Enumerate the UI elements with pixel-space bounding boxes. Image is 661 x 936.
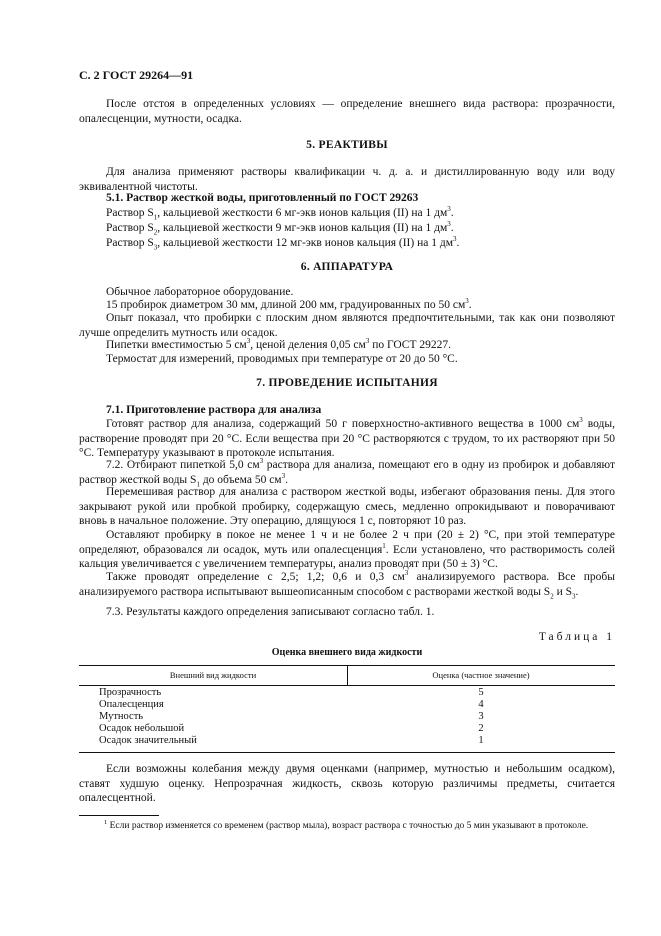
- section-7-paragraph-3: Перемешивая раствор для анализа с раствором жесткой воды, избегают образования пены. Для этого закрывают рукой или пробкой пробирку, содержащую смесь, медленно опрокидывают и поворачивают вновь в начальное положение. Эту операцию, длящуюся 1 с, повторяют 10 раз.: [79, 486, 615, 528]
- equipment-line-1: Обычное лабораторное оборудование.: [106, 286, 294, 298]
- table-row-label: Осадок значительный: [99, 735, 197, 746]
- table-row-label: Прозрачность: [99, 687, 162, 698]
- section-5-title: 5. РЕАКТИВЫ: [306, 139, 388, 151]
- table-bottom-rule: [79, 752, 615, 753]
- footnote-rule: [79, 815, 159, 816]
- table-header-appearance: Внешний вид жидкости: [169, 670, 257, 680]
- closing-paragraph: Если возможны колебания между двумя оценками (например, мутностью и небольшим осадком), ставят худшую оценку. Непрозрачная жидкость, сквозь которую различимы предметы, считается опалесцентной.: [79, 763, 615, 805]
- table-row-label: Мутность: [99, 711, 144, 722]
- section-7-paragraph-5: Также проводят определение с 2,5; 1,2; 0,6 и 0,3 $см^3$ анализируемого раствора. Все пробы анализируемого раствора испытывают вышеописанным способом с растворами жесткой воды $S_2$ и $S_3$.: [79, 569, 615, 600]
- equipment-line-5: Термостат для измерений, проводимых при температуре от 20 до 50 °С.: [106, 353, 458, 365]
- section-5-text: Для анализа применяют растворы квалификации ч. д. а. и дистиллированную воду или воду эквивалентной чистоты.: [79, 166, 615, 193]
- table-header-rule: [79, 685, 615, 686]
- table-title: Оценка внешнего вида жидкости: [271, 647, 423, 658]
- section-7-paragraph-6: 7.3. Результаты каждого определения записывают согласно табл. 1.: [106, 606, 435, 618]
- table-row-value: 3: [478, 711, 484, 722]
- equipment-line-4: Пипетки вместимостью 5 $см^3$, ценой деления 0,05 $см^3$ по ГОСТ 29227.: [106, 337, 451, 351]
- table-row-label: Опалесценция: [99, 699, 164, 710]
- intro-paragraph: После отстоя в определенных условиях — определение внешнего вида раствора: прозрачности, опалесценции, мутности, осадка.: [79, 98, 615, 125]
- section-7-paragraph-2: 7.2. Отбирают пипеткой 5,0 $см^3$ раствора для анализа, помещают его в одну из пробирок и добавляют раствор жесткой воды $S_1$ до объема 50 $см^3$.: [79, 457, 615, 488]
- footnote: $^1$ Если раствор изменяется со временем (раствор мыла), возраст раствора с точностью до 5 мин указывают в протоколе.: [104, 818, 589, 831]
- equipment-paragraph-3: Опыт показал, что пробирки с плоским дном являются предпочтительными, так как они позволяют лучше определить мутность или осадок.: [79, 312, 615, 339]
- solution-s3: Раствор $S_3$, кальциевой жесткости 12 мг-экв ионов кальция (II) на 1 $дм^3$.: [106, 235, 460, 252]
- equipment-line-2: 15 пробирок диаметром 30 мм, длиной 200 мм, градуированных по 50 $см^3$.: [106, 297, 472, 311]
- page-header: С. 2 ГОСТ 29264—91: [79, 68, 194, 82]
- section-7-paragraph-4: Оставляют пробирку в покое не менее 1 ч и не более 2 ч при (20 ± 2) °С, при этой температуре определяют, образовался ли осадок, муть или опалесценция$^1$. Если установлено, что растворимость солей кальция увеличивается с увеличением температуры, анализ проводят при (50 ± 3) °С.: [79, 529, 615, 571]
- table-row-label: Осадок небольшой: [99, 723, 185, 734]
- table-row-value: 1: [478, 735, 484, 746]
- section-7-paragraph-1: Готовят раствор для анализа, содержащий 50 г поверхностно-активного вещества в 1000 $см^3$ воды, растворение проводят при 20 °С. Если вещества при 20 °С растворяются с трудом, то их растворяют при 50 °С. Температуру указывают в протоколе испытания.: [79, 416, 615, 460]
- table-header-score: Оценка (частное значение): [432, 670, 530, 680]
- table-caption: Таблица 1: [538, 631, 615, 643]
- solution-s1: Раствор $S_1$, кальциевой жесткости 6 мг-экв ионов кальция (II) на 1 $дм^3$.: [106, 205, 454, 222]
- table-row-value: 5: [478, 687, 484, 698]
- table-row-value: 2: [478, 723, 484, 734]
- subsection-7-1-title: 7.1. Приготовление раствора для анализа: [106, 404, 322, 416]
- table-row-value: 4: [478, 699, 484, 710]
- section-6-title: 6. АППАРАТУРА: [300, 261, 394, 273]
- section-7-title: 7. ПРОВЕДЕНИЕ ИСПЫТАНИЯ: [256, 377, 438, 389]
- solution-s2: Раствор $S_2$, кальциевой жесткости 9 мг-экв ионов кальция (II) на 1 $дм^3$.: [106, 220, 454, 237]
- subsection-5-1-title: 5.1. Раствор жесткой воды, приготовленный по ГОСТ 29263: [106, 192, 419, 204]
